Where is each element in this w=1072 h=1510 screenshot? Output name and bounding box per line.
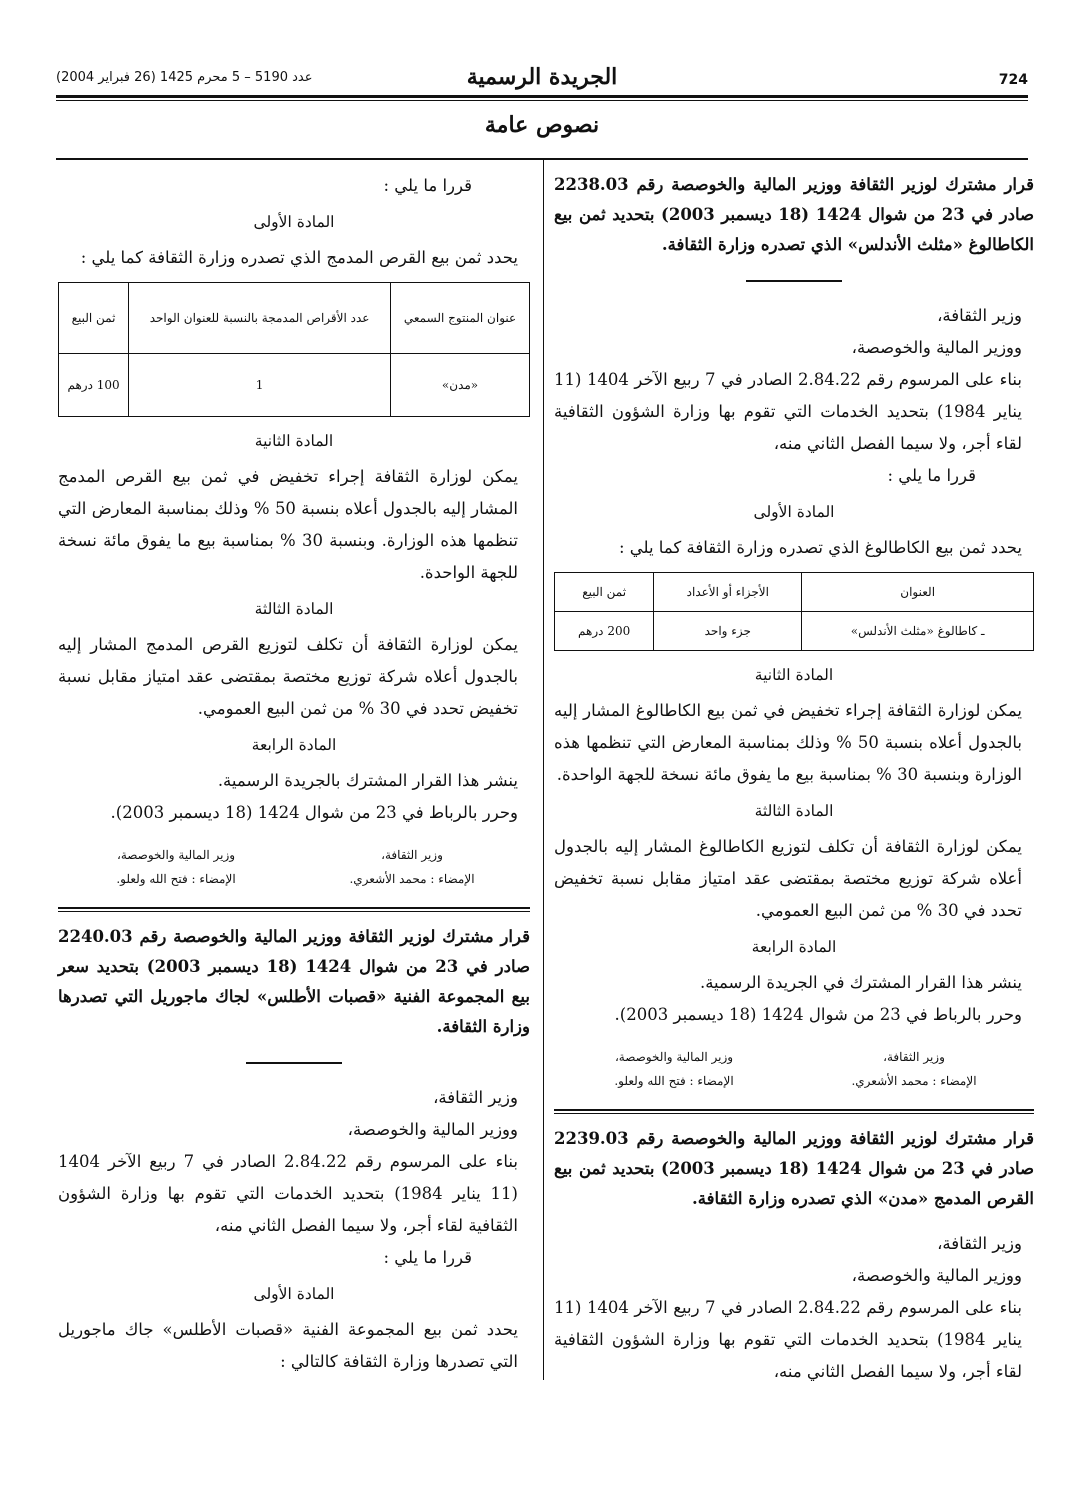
left-column xyxy=(58,170,530,1378)
signature-name: الإمضاء : فتح الله ولعلو. xyxy=(614,1074,734,1088)
article-2-text: يمكن لوزارة الثقافة إجراء تخفيض في ثمن بيع الكاطالوغ المشار إليه بالجدول أعلاه بنسبة 50 % وذلك بمناسبة المعارض التي تنظمها هذه الوزارة وبنسبة 30 % بمناسبة بيع ما يفوق مائة نسخة للجهة الواحدة. xyxy=(554,701,1022,784)
preamble: بناء على المرسوم رقم 2.84.22 الصادر في 7 ربيع الآخر 1404 (11 يناير 1984) بتحديد الخدمات التي تقوم بها وزارة الشؤون الثقافية لقاء أجر، ولا سيما الفصل الثاني منه، xyxy=(554,1298,1022,1381)
signature-title: وزير الثقافة، xyxy=(381,848,443,862)
signature-title: وزير المالية والخوصصة، xyxy=(116,848,236,862)
signatures xyxy=(554,1045,1034,1093)
cd-price-table xyxy=(58,282,530,417)
section-rule xyxy=(56,158,1028,160)
article-1-heading: المادة الأولى xyxy=(253,213,335,231)
article-4-text: ينشر هذا القرار المشترك بالجريدة الرسمية. xyxy=(217,771,518,790)
table-cell: 200 درهم xyxy=(555,612,654,651)
article-1-text: يحدد ثمن بيع الكاطالوغ الذي تصدره وزارة الثقافة كما يلي : xyxy=(618,538,1022,557)
minister-culture: وزير الثقافة، xyxy=(937,1234,1022,1253)
decision-2240-title: قرار مشترك لوزير الثقافة ووزير المالية والخوصصة رقم 2240.03 صادر في 23 من شوال 1424 (18 ديسمبر 2003) بتحديد سعر بيع المجموعة الفنية «قصبات الأطلس» لجاك ماجوريل التي تصدرها وزارة الثقافة. xyxy=(58,927,530,1036)
article-4-text: ينشر هذا القرار المشترك في الجريدة الرسمية. xyxy=(699,973,1022,992)
page-number: 724 xyxy=(998,72,1028,88)
done-at: وحرر بالرباط في 23 من شوال 1424 (18 ديسمبر 2003). xyxy=(110,803,518,822)
minister-finance: ووزير المالية والخوصصة، xyxy=(851,1266,1022,1285)
decide-line: قررا ما يلي : xyxy=(383,176,472,195)
page-header xyxy=(56,64,1028,94)
decision-separator xyxy=(58,907,530,912)
table-cell: جزء واحد xyxy=(654,612,802,651)
article-2-heading: المادة الثانية xyxy=(254,432,334,450)
minister-finance: ووزير المالية والخوصصة، xyxy=(347,1120,518,1139)
article-3-text: يمكن لوزارة الثقافة أن تكلف لتوزيع الكاطالوغ المشار إليه بالجدول أعلاه شركة توزيع مختصة بمقتضى عقد امتياز مقابل نسبة تخفيض تحدد في 30 % من ثمن البيع العمومي. xyxy=(554,837,1022,920)
table-cell: 100 درهم xyxy=(59,354,129,417)
article-4-heading: المادة الرابعة xyxy=(751,938,837,956)
signature-name: الإمضاء : محمد الأشعري. xyxy=(851,1074,977,1088)
minister-finance: ووزير المالية والخوصصة، xyxy=(851,338,1022,357)
signature-finance xyxy=(566,1045,782,1093)
signature-name: الإمضاء : محمد الأشعري. xyxy=(349,872,475,886)
table-row xyxy=(555,612,1034,651)
article-1-heading: المادة الأولى xyxy=(253,1285,335,1303)
table-cell: ـ كاطالوغ «مثلث الأندلس» xyxy=(802,612,1034,651)
journal-title: الجريدة الرسمية xyxy=(466,64,618,90)
decision-2239-title: قرار مشترك لوزير الثقافة ووزير المالية والخوصصة رقم 2239.03 صادر في 23 من شوال 1424 (18 ديسمبر 2003) بتحديد ثمن بيع القرص المدمج «مدن» الذي تصدره وزارة الثقافة. xyxy=(554,1129,1034,1208)
table-row xyxy=(59,354,530,417)
table-header-cell: ثمن البيع xyxy=(555,573,654,612)
title-rule xyxy=(246,1062,342,1064)
minister-culture: وزير الثقافة، xyxy=(937,306,1022,325)
table-cell: «مدن» xyxy=(391,354,530,417)
table-header-cell: عنوان المنتوج السمعي xyxy=(391,283,530,354)
signature-title: وزير المالية والخوصصة، xyxy=(614,1050,734,1064)
preamble: بناء على المرسوم رقم 2.84.22 الصادر في 7 ربيع الآخر 1404 (11 يناير 1984) بتحديد الخدمات التي تقوم بها وزارة الشؤون الثقافية لقاء أجر، ولا سيما الفصل الثاني منه، xyxy=(554,370,1022,453)
decide-line: قررا ما يلي : xyxy=(887,466,976,485)
table-header-cell: العنوان xyxy=(802,573,1034,612)
article-2-text: يمكن لوزارة الثقافة إجراء تخفيض في ثمن بيع القرص المدمج المشار إليه بالجدول أعلاه بنسبة 50 % وذلك بمناسبة المعارض التي تنظمها هذه الوزارة. وبنسبة 30 % بمناسبة بيع ما يفوق مائة نسخة للجهة الواحدة. xyxy=(58,467,519,582)
table-header-cell: الأجزاء أو الأعداد xyxy=(654,573,802,612)
signatures xyxy=(58,843,530,891)
table-header-cell: عدد الأقراص المدمجة بالنسبة للعنوان الواحد xyxy=(129,283,391,354)
signature-name: الإمضاء : فتح الله ولعلو. xyxy=(116,872,236,886)
header-rule-thin xyxy=(56,100,1028,101)
header-rule-thick xyxy=(56,95,1028,98)
decide-line: قررا ما يلي : xyxy=(383,1248,472,1267)
decision-separator xyxy=(554,1109,1034,1114)
decision-2238-title: قرار مشترك لوزير الثقافة ووزير المالية والخوصصة رقم 2238.03 صادر في 23 من شوال 1424 (18 ديسمبر 2003) بتحديد ثمن بيع الكاطالوغ «مثلث الأندلس» الذي تصدره وزارة الثقافة. xyxy=(554,175,1034,254)
article-1-text: يحدد ثمن بيع المجموعة الفنية «قصبات الأطلس» جاك ماجوريل التي تصدرها وزارة الثقافة كالتالي : xyxy=(58,1320,518,1371)
minister-culture: وزير الثقافة، xyxy=(433,1088,518,1107)
signature-finance xyxy=(70,843,282,891)
section-title: نصوص عامة xyxy=(484,112,600,138)
article-1-heading: المادة الأولى xyxy=(753,503,835,521)
article-4-heading: المادة الرابعة xyxy=(251,736,337,754)
article-1-text: يحدد ثمن بيع القرص المدمج الذي تصدره وزارة الثقافة كما يلي : xyxy=(80,248,518,267)
done-at: وحرر بالرباط في 23 من شوال 1424 (18 ديسمبر 2003). xyxy=(614,1005,1022,1024)
table-header-row xyxy=(555,573,1034,612)
title-rule xyxy=(746,280,842,282)
table-header-cell: ثمن البيع xyxy=(59,283,129,354)
article-3-text: يمكن لوزارة الثقافة أن تكلف لتوزيع القرص المدمج المشار إليه بالجدول أعلاه شركة توزيع مختصة بمقتضى عقد امتياز مقابل نسبة تخفيض تحدد في 30 % من ثمن البيع العمومي. xyxy=(58,635,518,718)
column-divider xyxy=(543,160,544,1380)
preamble: بناء على المرسوم رقم 2.84.22 الصادر في 7 ربيع الآخر 1404 (11 يناير 1984) بتحديد الخدمات التي تقوم بها وزارة الشؤون الثقافية لقاء أجر، ولا سيما الفصل الثاني منه، xyxy=(58,1152,518,1235)
signature-culture xyxy=(806,1045,1022,1093)
issue-info: عدد 5190 – 5 محرم 1425 (26 فبراير 2004) xyxy=(56,70,313,85)
signature-title: وزير الثقافة، xyxy=(883,1050,945,1064)
table-cell: 1 xyxy=(129,354,391,417)
table-header-row xyxy=(59,283,530,354)
article-3-heading: المادة الثالثة xyxy=(754,802,834,820)
article-2-heading: المادة الثانية xyxy=(754,666,834,684)
article-3-heading: المادة الثالثة xyxy=(254,600,334,618)
catalogue-price-table xyxy=(554,572,1034,651)
signature-culture xyxy=(306,843,518,891)
right-column xyxy=(554,170,1034,1388)
